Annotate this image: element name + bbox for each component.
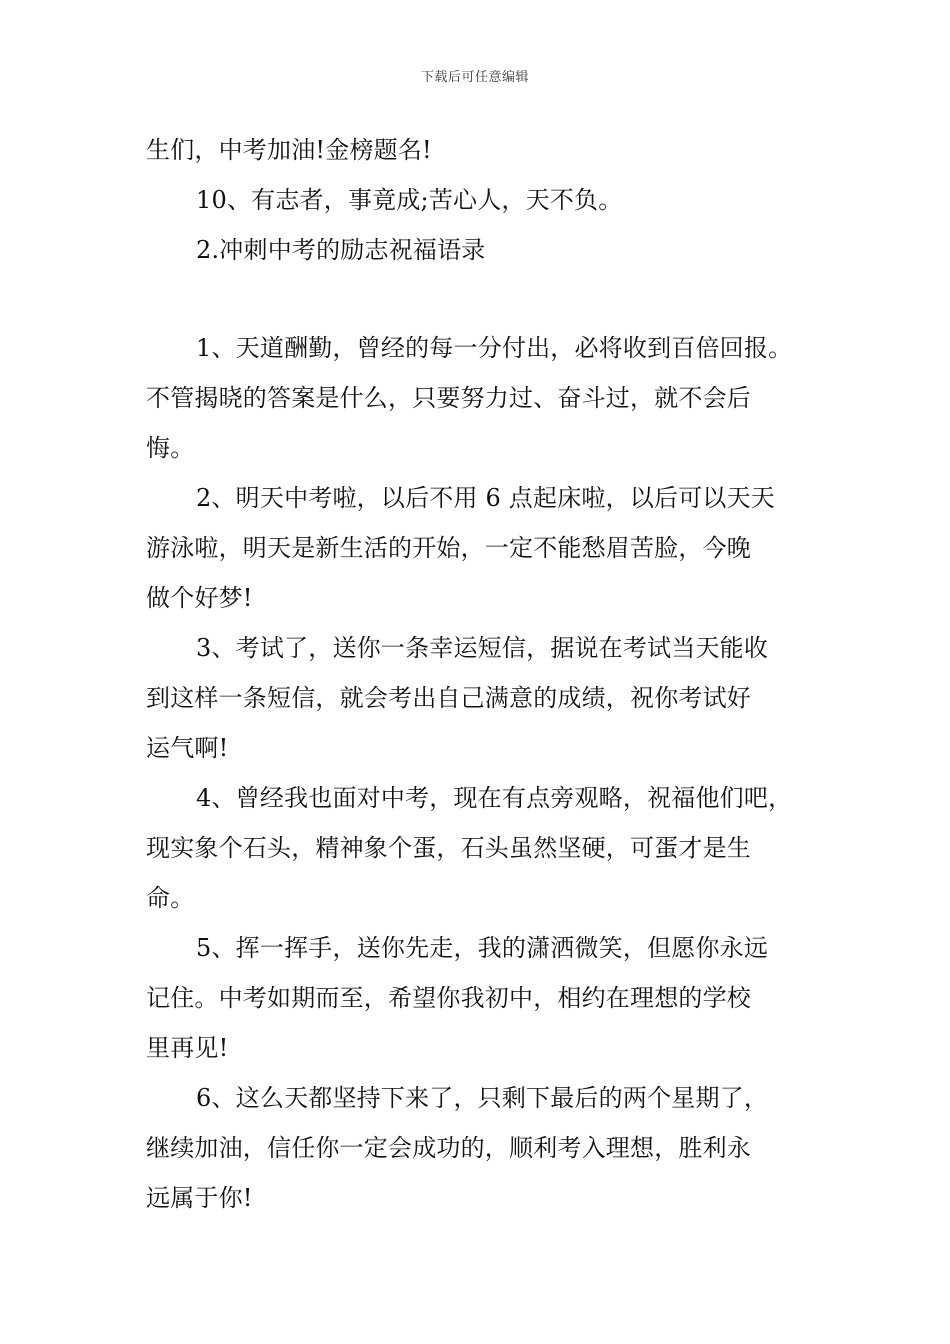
text-line: 记住。中考如期而至，希望你我初中，相约在理想的学校 — [146, 984, 751, 1012]
text-line: 运气啊! — [146, 734, 229, 762]
text-line-item-4: 4、曾经我也面对中考，现在有点旁观略，祝福他们吧， — [196, 784, 793, 812]
text-line: 到这样一条短信，就会考出自己满意的成绩，祝你考试好 — [146, 684, 751, 712]
text-line-item-2: 2、明天中考啦，以后不用 6 点起床啦，以后可以天天 — [196, 484, 775, 512]
text-line: 远属于你! — [146, 1184, 253, 1212]
text-line: 游泳啦，明天是新生活的开始，一定不能愁眉苦脸，今晚 — [146, 534, 751, 562]
header-note: 下载后可任意编辑 — [420, 70, 529, 85]
text-line-item-1: 1、天道酬勤，曾经的每一分付出，必将收到百倍回报。 — [196, 334, 793, 362]
text-line-continuation: 生们，中考加油!金榜题名! — [146, 136, 432, 164]
text-line: 命。 — [146, 884, 195, 912]
text-line: 继续加油，信任你一定会成功的，顺利考入理想，胜利永 — [146, 1134, 751, 1162]
section-heading: 2.冲刺中考的励志祝福语录 — [196, 236, 486, 264]
text-line: 做个好梦! — [146, 584, 253, 612]
text-line-item-10: 10、有志者，事竟成;苦心人，天不负。 — [196, 186, 623, 214]
document-body — [146, 126, 814, 1222]
text-line: 悔。 — [146, 434, 195, 462]
text-line-item-3: 3、考试了，送你一条幸运短信，据说在考试当天能收 — [196, 634, 769, 662]
text-line-item-5: 5、挥一挥手，送你先走，我的潇洒微笑，但愿你永远 — [196, 934, 769, 962]
text-line-item-6: 6、这么天都坚持下来了，只剩下最后的两个星期了， — [196, 1084, 769, 1112]
text-line: 里再见! — [146, 1034, 229, 1062]
text-line: 现实象个石头，精神象个蛋，石头虽然坚硬，可蛋才是生 — [146, 834, 751, 862]
text-line: 不管揭晓的答案是什么，只要努力过、奋斗过，就不会后 — [146, 384, 751, 412]
